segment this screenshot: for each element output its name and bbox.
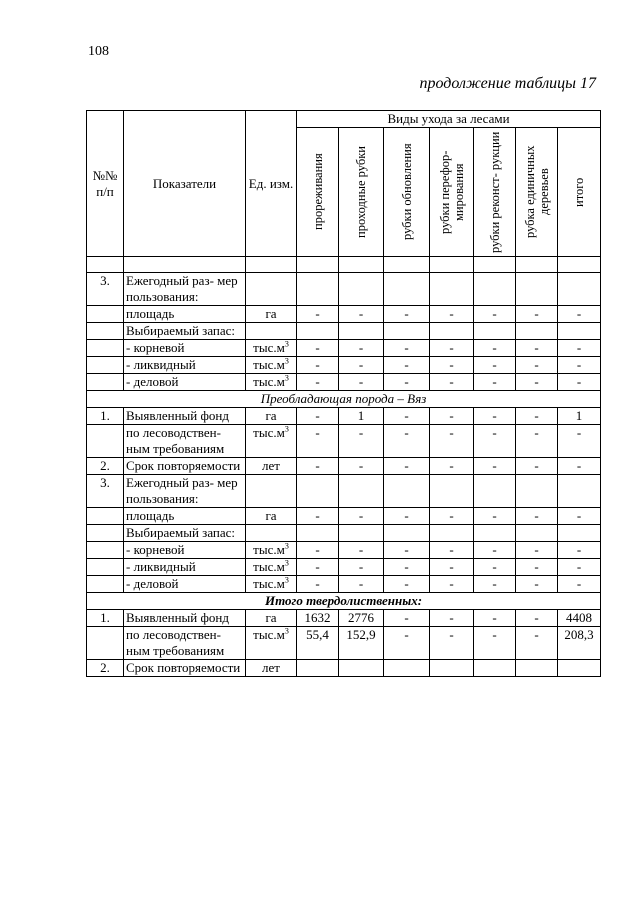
row-unit: $тыс.м^3$ bbox=[246, 340, 297, 357]
row-unit bbox=[246, 475, 297, 508]
table-row bbox=[87, 576, 601, 593]
table-row bbox=[87, 323, 601, 340]
forest-care-table bbox=[86, 110, 601, 677]
row-label: Ежегодный раз- мер пользования: bbox=[124, 273, 246, 306]
row-value: - bbox=[474, 627, 516, 660]
row-value: - bbox=[384, 542, 430, 559]
row-value: - bbox=[339, 306, 384, 323]
row-value: - bbox=[339, 357, 384, 374]
row-value bbox=[339, 475, 384, 508]
page-number: 108 bbox=[88, 44, 109, 59]
row-unit: $тыс.м^3$ bbox=[246, 542, 297, 559]
header-col: рубка единичных деревьев bbox=[516, 128, 558, 257]
row-value bbox=[516, 475, 558, 508]
row-value: - bbox=[297, 542, 339, 559]
row-value: - bbox=[430, 425, 474, 458]
row-value: - bbox=[516, 374, 558, 391]
row-num: 3. bbox=[87, 475, 124, 508]
row-value bbox=[297, 475, 339, 508]
row-value: - bbox=[430, 576, 474, 593]
row-value: - bbox=[384, 508, 430, 525]
row-value: - bbox=[384, 627, 430, 660]
row-unit: га bbox=[246, 508, 297, 525]
row-value: - bbox=[516, 542, 558, 559]
row-value: - bbox=[297, 408, 339, 425]
row-value: - bbox=[516, 576, 558, 593]
row-num bbox=[87, 559, 124, 576]
row-value bbox=[558, 323, 601, 340]
row-label: - корневой bbox=[124, 542, 246, 559]
row-value: - bbox=[384, 306, 430, 323]
row-num: 1. bbox=[87, 610, 124, 627]
row-value: - bbox=[339, 508, 384, 525]
row-value bbox=[474, 525, 516, 542]
row-value bbox=[384, 323, 430, 340]
row-value bbox=[384, 525, 430, 542]
row-label: - деловой bbox=[124, 576, 246, 593]
row-value: - bbox=[558, 374, 601, 391]
row-value: 1 bbox=[558, 408, 601, 425]
row-value: - bbox=[474, 306, 516, 323]
table-row bbox=[87, 559, 601, 576]
row-label: площадь bbox=[124, 508, 246, 525]
row-value: - bbox=[474, 408, 516, 425]
row-value: 1 bbox=[339, 408, 384, 425]
row-value: - bbox=[474, 357, 516, 374]
row-value bbox=[384, 273, 430, 306]
row-num bbox=[87, 323, 124, 340]
row-value: - bbox=[339, 458, 384, 475]
row-value: 152,9 bbox=[339, 627, 384, 660]
header-group: Виды ухода за лесами bbox=[297, 111, 601, 128]
header-col: рубки реконст- рукции bbox=[474, 128, 516, 257]
row-value: - bbox=[516, 425, 558, 458]
row-label: Выбираемый запас: bbox=[124, 323, 246, 340]
row-value: 55,4 bbox=[297, 627, 339, 660]
row-label: Выбираемый запас: bbox=[124, 525, 246, 542]
row-label: - деловой bbox=[124, 374, 246, 391]
table-row bbox=[87, 425, 601, 458]
row-value: - bbox=[384, 357, 430, 374]
row-value: - bbox=[339, 542, 384, 559]
row-unit: $тыс.м^3$ bbox=[246, 576, 297, 593]
row-label: - ликвидный bbox=[124, 559, 246, 576]
section-title: Итого твердолиственных: bbox=[87, 593, 601, 610]
row-num bbox=[87, 425, 124, 458]
row-value: - bbox=[339, 559, 384, 576]
row-value: - bbox=[474, 610, 516, 627]
row-value: - bbox=[384, 425, 430, 458]
header-num: №№ п/п bbox=[87, 111, 124, 257]
row-value bbox=[516, 273, 558, 306]
row-value: - bbox=[474, 576, 516, 593]
row-label: - ликвидный bbox=[124, 357, 246, 374]
row-value: - bbox=[474, 542, 516, 559]
row-value bbox=[474, 660, 516, 677]
row-value: - bbox=[384, 559, 430, 576]
row-value bbox=[474, 273, 516, 306]
row-value bbox=[297, 323, 339, 340]
row-value: - bbox=[430, 374, 474, 391]
row-label: Ежегодный раз- мер пользования: bbox=[124, 475, 246, 508]
row-value bbox=[384, 475, 430, 508]
row-value: - bbox=[339, 425, 384, 458]
row-label: - корневой bbox=[124, 340, 246, 357]
row-value: - bbox=[474, 374, 516, 391]
row-value: - bbox=[516, 306, 558, 323]
row-value: - bbox=[516, 357, 558, 374]
row-value: - bbox=[384, 408, 430, 425]
row-value: - bbox=[430, 408, 474, 425]
row-num: 2. bbox=[87, 458, 124, 475]
row-value: - bbox=[384, 610, 430, 627]
row-value bbox=[516, 323, 558, 340]
section-row bbox=[87, 391, 601, 408]
row-value: - bbox=[430, 542, 474, 559]
row-value: - bbox=[474, 508, 516, 525]
row-unit: лет bbox=[246, 458, 297, 475]
row-value: - bbox=[430, 610, 474, 627]
row-num bbox=[87, 374, 124, 391]
table-row bbox=[87, 357, 601, 374]
row-value bbox=[516, 660, 558, 677]
spacer-row bbox=[87, 257, 601, 273]
row-value: - bbox=[297, 508, 339, 525]
row-value bbox=[516, 525, 558, 542]
row-unit: га bbox=[246, 610, 297, 627]
row-num: 3. bbox=[87, 273, 124, 306]
row-value: - bbox=[558, 425, 601, 458]
row-value bbox=[430, 273, 474, 306]
row-value bbox=[339, 323, 384, 340]
row-value: - bbox=[558, 542, 601, 559]
row-value: - bbox=[516, 508, 558, 525]
row-label: по лесоводствен- ным требованиям bbox=[124, 425, 246, 458]
table-row bbox=[87, 610, 601, 627]
row-num: 1. bbox=[87, 408, 124, 425]
row-value: - bbox=[297, 458, 339, 475]
header-unit: Ед. изм. bbox=[246, 111, 297, 257]
row-value: 1632 bbox=[297, 610, 339, 627]
row-value: - bbox=[558, 508, 601, 525]
row-unit: га bbox=[246, 408, 297, 425]
row-unit bbox=[246, 273, 297, 306]
row-value bbox=[339, 525, 384, 542]
table-row bbox=[87, 458, 601, 475]
row-value: - bbox=[384, 374, 430, 391]
table-row bbox=[87, 475, 601, 508]
row-unit: $тыс.м^3$ bbox=[246, 559, 297, 576]
row-value: - bbox=[339, 340, 384, 357]
header-col: рубки обновления bbox=[384, 128, 430, 257]
table-row bbox=[87, 542, 601, 559]
row-value: - bbox=[558, 458, 601, 475]
row-value: - bbox=[558, 340, 601, 357]
row-unit: лет bbox=[246, 660, 297, 677]
row-value bbox=[430, 525, 474, 542]
row-value: - bbox=[297, 576, 339, 593]
table-caption: продолжение таблицы 17 bbox=[419, 75, 596, 92]
row-value: - bbox=[297, 306, 339, 323]
row-value: - bbox=[430, 508, 474, 525]
row-label: по лесоводствен- ным требованиям bbox=[124, 627, 246, 660]
row-label: Срок повторяемости bbox=[124, 458, 246, 475]
row-value: - bbox=[430, 559, 474, 576]
row-num bbox=[87, 627, 124, 660]
table-row bbox=[87, 627, 601, 660]
row-value: - bbox=[297, 340, 339, 357]
row-value bbox=[558, 525, 601, 542]
row-value bbox=[430, 475, 474, 508]
row-value: - bbox=[339, 374, 384, 391]
table-row bbox=[87, 408, 601, 425]
section-title: Преобладающая порода – Вяз bbox=[87, 391, 601, 408]
table-row bbox=[87, 374, 601, 391]
row-value: - bbox=[430, 340, 474, 357]
row-unit: га bbox=[246, 306, 297, 323]
row-value: - bbox=[474, 458, 516, 475]
row-value: - bbox=[558, 576, 601, 593]
row-unit: $тыс.м^3$ bbox=[246, 627, 297, 660]
table-body bbox=[87, 257, 601, 677]
row-label: Выявленный фонд bbox=[124, 610, 246, 627]
row-num bbox=[87, 306, 124, 323]
table-row bbox=[87, 660, 601, 677]
row-unit: $тыс.м^3$ bbox=[246, 374, 297, 391]
table-row bbox=[87, 508, 601, 525]
section-row bbox=[87, 593, 601, 610]
row-value bbox=[297, 525, 339, 542]
row-num bbox=[87, 340, 124, 357]
row-value: - bbox=[516, 458, 558, 475]
row-value bbox=[339, 660, 384, 677]
row-value: - bbox=[558, 357, 601, 374]
header-col: рубки перефор- мирования bbox=[430, 128, 474, 257]
row-value: - bbox=[297, 357, 339, 374]
row-value bbox=[297, 660, 339, 677]
table-row bbox=[87, 340, 601, 357]
row-value: 2776 bbox=[339, 610, 384, 627]
row-value bbox=[297, 273, 339, 306]
row-value: - bbox=[558, 559, 601, 576]
row-unit bbox=[246, 323, 297, 340]
table-row bbox=[87, 525, 601, 542]
row-value: - bbox=[384, 576, 430, 593]
row-value: 4408 bbox=[558, 610, 601, 627]
table-row bbox=[87, 306, 601, 323]
row-value bbox=[339, 273, 384, 306]
row-unit bbox=[246, 525, 297, 542]
row-value: 208,3 bbox=[558, 627, 601, 660]
table-row bbox=[87, 273, 601, 306]
row-num bbox=[87, 542, 124, 559]
row-value bbox=[430, 323, 474, 340]
row-value: - bbox=[339, 576, 384, 593]
header-col: прореживания bbox=[297, 128, 339, 257]
row-value: - bbox=[430, 627, 474, 660]
row-num bbox=[87, 357, 124, 374]
row-value: - bbox=[297, 559, 339, 576]
row-num: 2. bbox=[87, 660, 124, 677]
row-value: - bbox=[516, 610, 558, 627]
row-label: площадь bbox=[124, 306, 246, 323]
row-value: - bbox=[516, 627, 558, 660]
row-num bbox=[87, 576, 124, 593]
row-value: - bbox=[297, 425, 339, 458]
row-value: - bbox=[516, 559, 558, 576]
row-value bbox=[384, 660, 430, 677]
row-label: Выявленный фонд bbox=[124, 408, 246, 425]
row-value: - bbox=[430, 458, 474, 475]
row-value: - bbox=[430, 357, 474, 374]
row-value bbox=[474, 323, 516, 340]
row-label: Срок повторяемости bbox=[124, 660, 246, 677]
row-value bbox=[558, 273, 601, 306]
row-value: - bbox=[384, 340, 430, 357]
row-value bbox=[474, 475, 516, 508]
row-value: - bbox=[516, 340, 558, 357]
header-col: итого bbox=[558, 128, 601, 257]
row-unit: $тыс.м^3$ bbox=[246, 425, 297, 458]
header-indicators: Показатели bbox=[124, 111, 246, 257]
row-value bbox=[430, 660, 474, 677]
row-value: - bbox=[516, 408, 558, 425]
row-value: - bbox=[384, 458, 430, 475]
row-num bbox=[87, 508, 124, 525]
header-col: проходные рубки bbox=[339, 128, 384, 257]
row-value: - bbox=[474, 425, 516, 458]
row-value: - bbox=[297, 374, 339, 391]
row-value: - bbox=[474, 340, 516, 357]
row-value: - bbox=[474, 559, 516, 576]
row-value: - bbox=[558, 306, 601, 323]
row-num bbox=[87, 525, 124, 542]
row-value bbox=[558, 475, 601, 508]
row-value bbox=[558, 660, 601, 677]
row-value: - bbox=[430, 306, 474, 323]
row-unit: $тыс.м^3$ bbox=[246, 357, 297, 374]
